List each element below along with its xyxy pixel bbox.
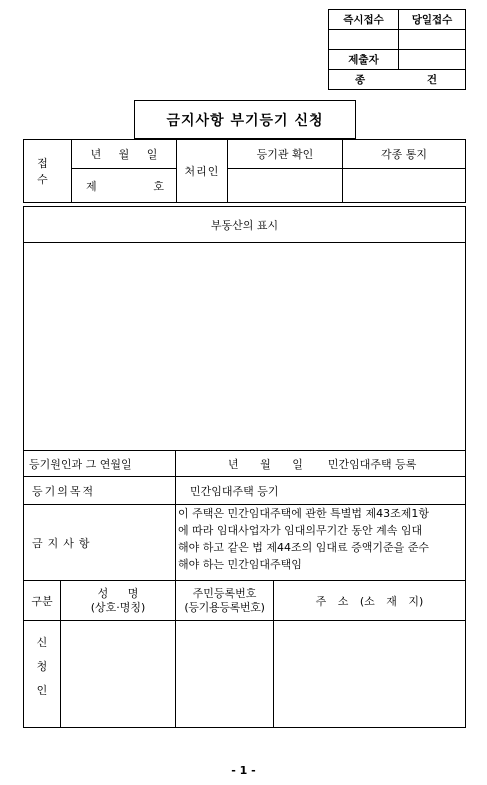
count-label-items: 건 (426, 74, 437, 86)
same-day-receipt-cell (399, 30, 466, 50)
col-header-id-number: 주민등록번호 (등기용등록번호) (176, 581, 274, 621)
registration-purpose-value: 민간임대주택 등기 (176, 477, 466, 505)
applicant-row-label: 신 청 인 (24, 621, 61, 728)
col-header-name: 성 명 (상호·명칭) (61, 581, 176, 621)
submitter-cell (399, 50, 466, 70)
registration-cause-text: 민간임대주택 등록 (327, 457, 417, 471)
receipt-stamp-box (328, 9, 466, 90)
prohibited-matters-label: 금지사항 (24, 505, 176, 581)
count-label-kind: 종 (355, 74, 366, 86)
receipt-number-cell (72, 169, 177, 203)
registry-confirm-cell (228, 169, 343, 203)
property-description-area (24, 243, 466, 451)
prohibited-line: 에 따라 임대사업자가 임대의무기간 동안 계속 임대 (178, 524, 423, 537)
receipt-label: 접 수 (24, 140, 72, 203)
processor-label: 처리인 (177, 140, 228, 203)
registration-purpose-label: 등기의목적 (24, 477, 176, 505)
page-title (134, 100, 356, 139)
notifications-label: 각종 통지 (343, 140, 466, 169)
document-count-cell (329, 70, 466, 90)
applicant-address-cell (274, 621, 466, 728)
page-title-text: 금지사항 부기등기 신청 (166, 112, 324, 129)
applicant-id-cell (176, 621, 274, 728)
receipt-number-suffix: 호 (153, 179, 164, 193)
prohibited-matters-text (176, 505, 465, 573)
applicant-name-cell (61, 621, 176, 728)
registration-cause-label: 등기원인과 그 연월일 (24, 451, 176, 477)
registration-cause-value (176, 451, 466, 477)
prohibited-line: 해야 하는 민간임대주택임 (178, 558, 302, 571)
col-header-address: 주 소 (소 재 지) (274, 581, 466, 621)
receipt-date-cell: 년 월 일 (72, 140, 177, 169)
page-number: - 1 - (231, 763, 256, 777)
submitter-label: 제출자 (329, 50, 399, 70)
receipt-table (23, 139, 466, 203)
immediate-receipt-cell (329, 30, 399, 50)
prohibited-matters-content (176, 505, 466, 581)
property-header: 부동산의 표시 (24, 207, 466, 243)
receipt-number-prefix: 제 (86, 179, 97, 193)
col-header-type: 구분 (24, 581, 61, 621)
prohibited-line: 해야 하고 같은 법 제44조의 임대료 증액기준을 준수 (178, 541, 429, 554)
prohibited-line: 이 주택은 민간임대주택에 관한 특별법 제43조제1항 (178, 507, 429, 520)
registration-cause-date: 년 월 일 (228, 457, 303, 471)
same-day-receipt-label: 당일접수 (399, 10, 466, 30)
notifications-cell (343, 169, 466, 203)
immediate-receipt-label: 즉시접수 (329, 10, 399, 30)
application-main-table (23, 206, 466, 728)
registry-confirm-label: 등기관 확인 (228, 140, 343, 169)
